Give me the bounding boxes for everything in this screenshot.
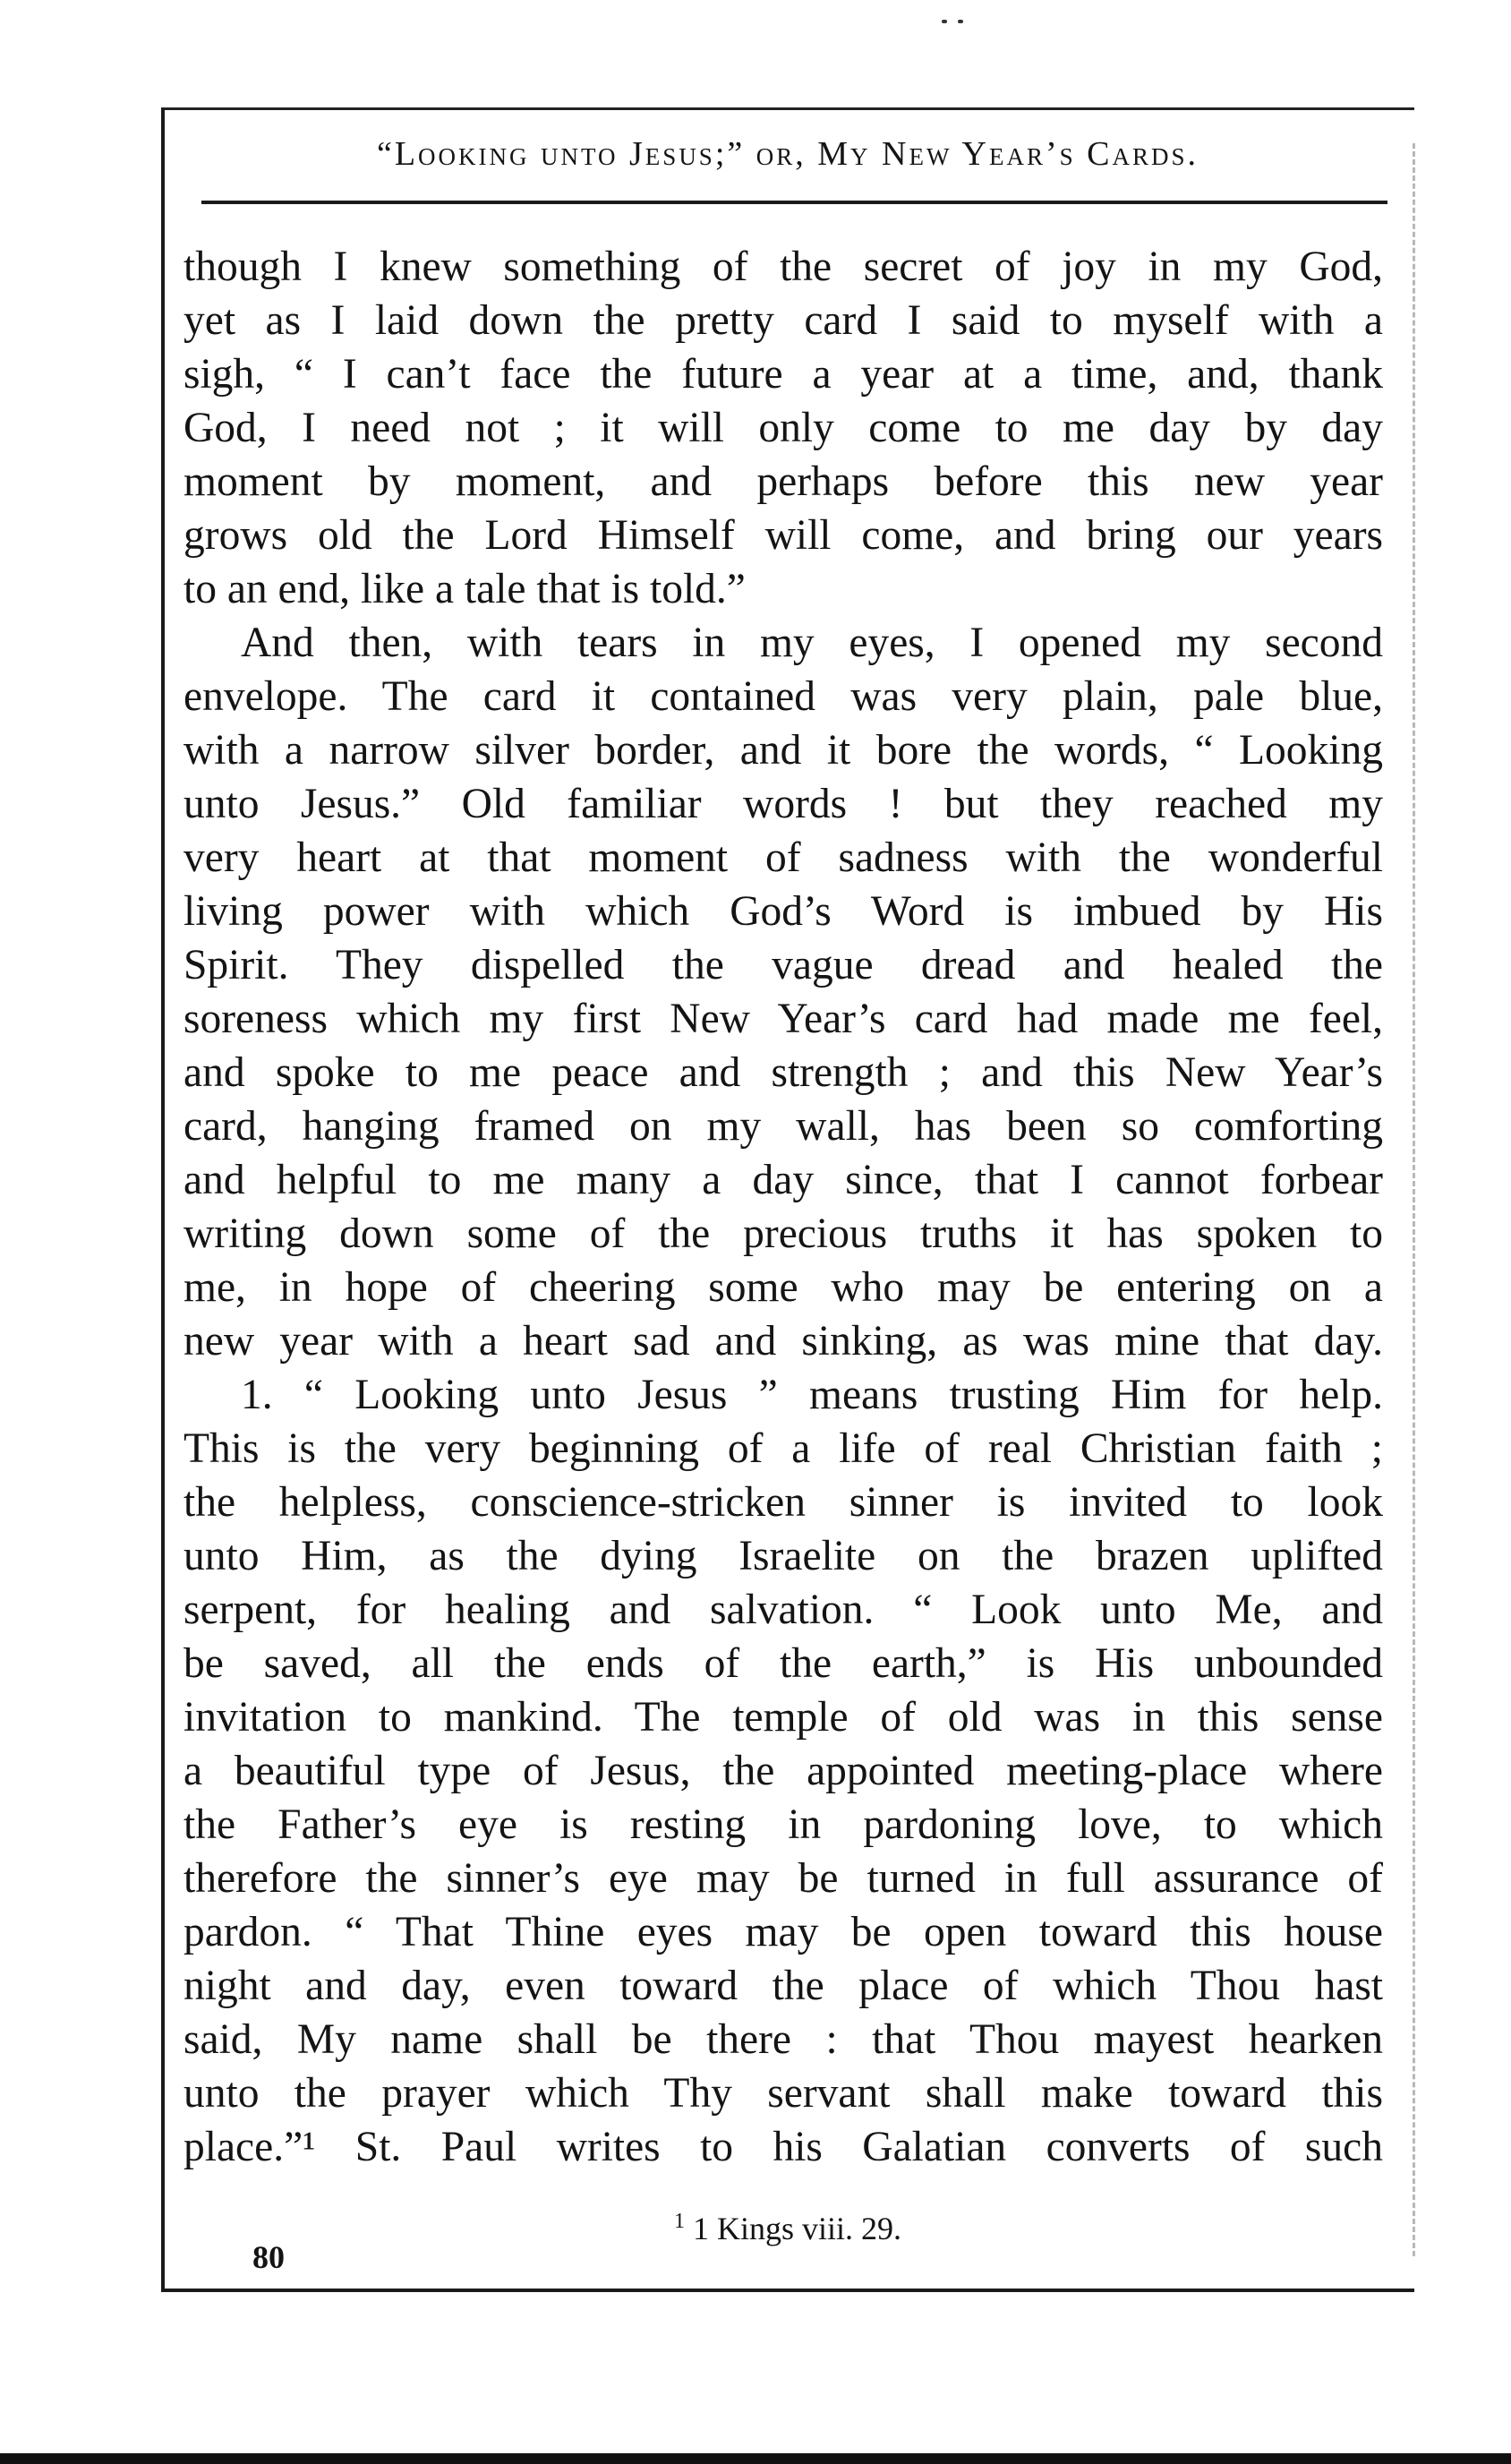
text-line: pardon. “ That Thine eyes may be open toward this house: [184, 1909, 1383, 1955]
print-speck: [958, 20, 963, 23]
print-speck: [942, 20, 947, 23]
text-line: invitation to mankind. The temple of old was in this sense: [184, 1694, 1383, 1741]
text-line: living power with which God’s Word is imbued by His: [184, 888, 1383, 935]
text-line: soreness which my first New Year’s card had made me feel,: [184, 996, 1383, 1042]
text-line: unto the prayer which Thy servant shall make toward this: [184, 2070, 1383, 2117]
running-head: “Looking unto Jesus;” or, My New Year’s Cards.: [376, 135, 1199, 173]
text-line: and spoke to me peace and strength ; and this New Year’s: [184, 1049, 1383, 1096]
text-line: be saved, all the ends of the earth,” is His unbounded: [184, 1640, 1383, 1687]
text-line: writing down some of the precious truths it has spoken to: [184, 1211, 1383, 1257]
text-line: with a narrow silver border, and it bore the words, “ Looking: [184, 727, 1383, 774]
scan-edge: [0, 2453, 1511, 2464]
text-line: though I knew something of the secret of joy in my God,: [184, 244, 1383, 290]
page-right-edge: [1413, 143, 1415, 2256]
footnote: [179, 2210, 1396, 2247]
text-line: envelope. The card it contained was very plain, pale blue,: [184, 673, 1383, 720]
text-line: me, in hope of cheering some who may be entering on a: [184, 1264, 1383, 1311]
text-line: grows old the Lord Himself will come, and bring our years: [184, 512, 1383, 559]
footnote-text: 1 Kings viii. 29.: [692, 2211, 901, 2246]
text-line: sigh, “ I can’t face the future a year at a time, and, thank: [184, 351, 1383, 398]
text-line: serpent, for healing and salvation. “ Look unto Me, and: [184, 1587, 1383, 1633]
body-text: [184, 240, 1383, 2174]
text-line: said, My name shall be there : that Thou mayest hearken: [184, 2016, 1383, 2063]
text-line: yet as I laid down the pretty card I said to myself with a: [184, 297, 1383, 344]
text-line: unto Him, as the dying Israelite on the brazen uplifted: [184, 1533, 1383, 1579]
text-line: moment by moment, and perhaps before this new year: [184, 458, 1383, 505]
text-line: and helpful to me many a day since, that I cannot forbear: [184, 1157, 1383, 1203]
text-line: place.”¹ St. Paul writes to his Galatian converts of such: [184, 2124, 1383, 2170]
text-line: Spirit. They dispelled the vague dread and healed the: [184, 942, 1383, 988]
text-line: the Father’s eye is resting in pardoning love, to which: [184, 1801, 1383, 1848]
text-line: a beautiful type of Jesus, the appointed meeting-place where: [184, 1748, 1383, 1794]
text-line: the helpless, conscience-stricken sinner is invited to look: [184, 1479, 1383, 1526]
text-line: And then, with tears in my eyes, I opened my second: [241, 620, 1383, 666]
text-line: new year with a heart sad and sinking, as was mine that day.: [184, 1318, 1383, 1365]
page-number: 80: [252, 2239, 285, 2275]
text-line: unto Jesus.” Old familiar words ! but they reached my: [184, 781, 1383, 827]
text-line: 1. “ Looking unto Jesus ” means trusting Him for help.: [241, 1372, 1383, 1418]
text-line: card, hanging framed on my wall, has been so comforting: [184, 1103, 1383, 1150]
text-line: therefore the sinner’s eye may be turned in full assurance of: [184, 1855, 1383, 1902]
footnote-marker: 1: [673, 2210, 685, 2233]
text-line: night and day, even toward the place of which Thou hast: [184, 1963, 1383, 2009]
text-line: God, I need not ; it will only come to me day by day: [184, 405, 1383, 451]
text-line: This is the very beginning of a life of real Christian faith ;: [184, 1425, 1383, 1472]
header-rule: [201, 201, 1387, 204]
text-line: to an end, like a tale that is told.”: [184, 566, 746, 612]
text-line: very heart at that moment of sadness with the wonderful: [184, 834, 1383, 881]
